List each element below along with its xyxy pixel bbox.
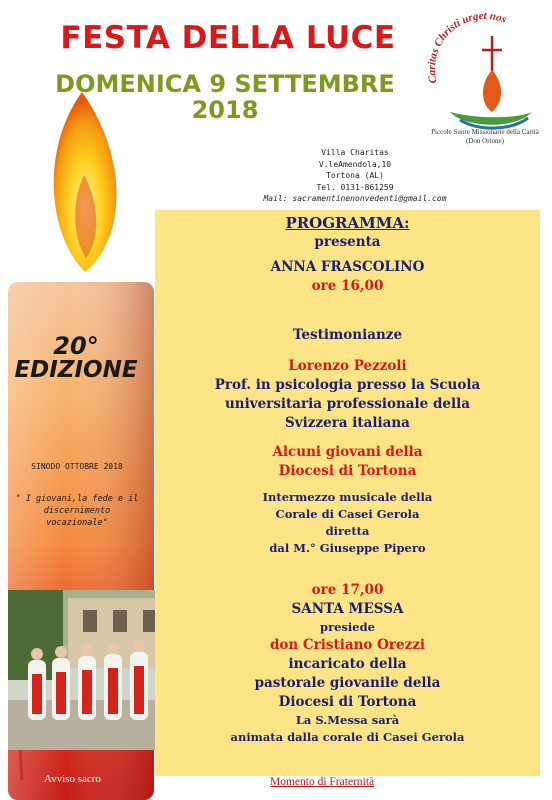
testimonianze-heading: Testimonianze [292, 327, 403, 343]
contact-block [240, 147, 470, 205]
sinodo-title: SINODO OTTOBRE 2018 [31, 462, 123, 471]
music-line-2: Corale di Casei Gerola [275, 507, 420, 521]
edition-label: EDIZIONE [14, 357, 138, 383]
music-line-3: diretta [325, 524, 370, 538]
animata-line-2: animata dalla corale di Casei Gerola [230, 730, 465, 744]
speaker-1: ANNA FRASCOLINO [270, 259, 425, 275]
presiede: presiede [320, 620, 375, 634]
contact-venue: Villa Charitas [321, 148, 389, 157]
event-date: DOMENICA 9 SETTEMBRE [55, 70, 395, 98]
momento-fraternita: Momento di Fraternità [270, 776, 375, 788]
sinodo-quote [12, 493, 142, 529]
music-line-4: dal M.° Giuseppe Pipero [269, 541, 426, 555]
logo-motto: Caritas Christi urget nos [425, 9, 508, 85]
role-line-2: pastorale giovanile della [254, 675, 441, 691]
contact-phone: Tel. 0131-861259 [316, 182, 394, 192]
contact-email: Mail: sacramentinenonvedenti@gmail.com [263, 194, 447, 203]
sinodo-quote-line2: discernimento [43, 506, 111, 516]
flame-icon [483, 70, 501, 112]
group-line-2: Diocesi di Tortona [278, 463, 417, 479]
page-title: FESTA DELLA LUCE [60, 20, 396, 56]
sinodo-quote-line1: " I giovani,la fede e il [15, 494, 139, 504]
program-heading: PROGRAMMA: [285, 214, 410, 232]
time-1: ore 16,00 [311, 278, 384, 294]
santa-messa: SANTA MESSA [291, 601, 404, 617]
svg-text:Caritas Christi urget nos [426, 10, 508, 84]
animata-line-1: La S.Messa sarà [295, 713, 400, 727]
edition-number: 20° [53, 332, 99, 360]
avviso-sacro-label: Avviso sacro [44, 773, 101, 785]
sinodo-quote-line3: vocazionale" [46, 518, 108, 528]
logo-caption-line1: Piccole Suore Missionarie della Carità [431, 128, 539, 136]
celebrant: don Cristiano Orezzi [269, 637, 426, 653]
edition-badge [6, 334, 146, 382]
logo-caption [430, 128, 540, 146]
program-content [155, 214, 540, 746]
contact-address: V.leAmendola,10 [318, 159, 392, 169]
group-line-1: Alcuni giovani della [272, 444, 423, 460]
speaker-2-desc-3: Svizzera italiana [285, 415, 410, 431]
contact-city: Tortona (AL) [326, 171, 384, 180]
logo-caption-line2: (Don Orione) [466, 137, 504, 145]
program-presenta: presenta [314, 234, 381, 250]
music-line-1: Intermezzo musicale della [262, 490, 433, 504]
event-year: 2018 [191, 96, 259, 124]
role-line-3: Diocesi di Tortona [278, 694, 417, 710]
role-line-1: incaricato della [288, 656, 407, 672]
speaker-2-desc-1: Prof. in psicologia presso la Scuola [214, 377, 481, 393]
time-2: ore 17,00 [311, 582, 384, 598]
speaker-2-desc-2: universitaria professionale della [224, 396, 470, 412]
speaker-2: Lorenzo Pezzoli [288, 358, 407, 374]
